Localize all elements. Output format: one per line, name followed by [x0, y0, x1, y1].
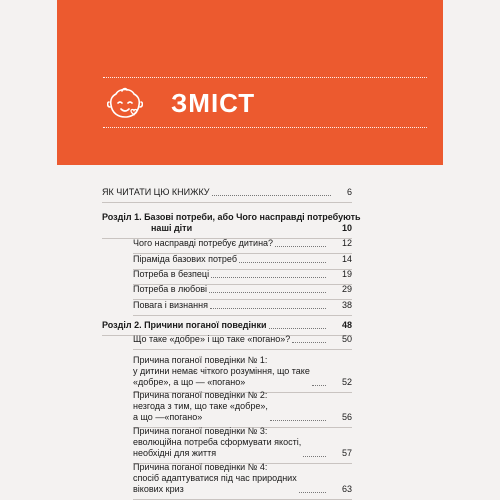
toc-entry[interactable] [133, 300, 352, 311]
toc-entry-title: наші діти [151, 223, 193, 233]
toc-entry-title: Що таке «добре» і що таке «погано»? [133, 334, 291, 344]
toc-entry[interactable] [102, 320, 352, 331]
toc-entry[interactable] [133, 426, 352, 459]
toc-entry-title: у дитини немає чіткого розуміння, що таке [133, 366, 310, 376]
toc-page-number: 6 [346, 187, 352, 197]
toc-leader-dots [269, 328, 326, 329]
toc-entry[interactable] [102, 187, 352, 198]
toc-page-number: 50 [341, 334, 352, 344]
toc-entry[interactable] [133, 462, 352, 495]
toc-entry-title: незгода з тим, що таке «добре», [133, 401, 268, 411]
toc-entry[interactable] [133, 390, 352, 423]
toc-leader-dots [312, 385, 326, 386]
toc-entry[interactable] [133, 269, 352, 280]
toc-leader-dots [303, 456, 326, 457]
toc-entry[interactable] [133, 254, 352, 265]
toc-entry-title: Потреба в безпеці [133, 269, 210, 279]
toc-separator [133, 349, 352, 350]
toc-page-number: 19 [341, 269, 352, 279]
toc-leader-dots [299, 492, 326, 493]
toc-entry[interactable] [133, 284, 352, 295]
toc-entry-title: Піраміда базових потреб [133, 254, 237, 264]
toc-entry[interactable] [102, 212, 361, 234]
toc-leader-dots [270, 420, 326, 421]
toc-page-number: 63 [341, 484, 352, 494]
toc-entry-title: Розділ 2. Причини поганої поведінки [102, 320, 267, 330]
toc-page-number: 52 [341, 377, 352, 387]
toc-page-number: 56 [341, 412, 352, 422]
toc-leader-dots [212, 195, 331, 196]
toc-entry-title: Чого насправді потребує дитина? [133, 238, 274, 248]
toc-page-number: 29 [341, 284, 352, 294]
toc-leader-dots [209, 292, 326, 293]
toc-leader-dots [211, 277, 326, 278]
toc-entry-title: «добре», а що — «погано» [133, 377, 246, 387]
toc-entry-title: а що —«погано» [133, 412, 203, 422]
toc-entry-title: Причина поганої поведінки № 2: [133, 390, 268, 400]
toc-entry-title: Причина поганої поведінки № 1: [133, 355, 268, 365]
toc-entry-title: Причина поганої поведінки № 4: [133, 462, 268, 472]
toc-entry[interactable] [133, 334, 352, 345]
toc-page-number: 57 [341, 448, 352, 458]
toc-leader-dots [239, 262, 326, 263]
toc-entry-title: необхідні для життя [133, 448, 217, 458]
toc-leader-dots [275, 246, 326, 247]
toc-entry[interactable] [133, 355, 352, 388]
toc-page-number: 10 [341, 223, 352, 233]
toc-entry[interactable] [133, 238, 352, 249]
toc-entry-title: Потреба в любові [133, 284, 207, 294]
toc-page-number: 14 [341, 254, 352, 264]
toc-entry-title: еволюційна потреба сформувати якості, [133, 437, 302, 447]
toc-separator [102, 202, 352, 203]
toc-entry-title: Повага і визнання [133, 300, 208, 310]
page-title: ЗМІСТ [171, 88, 256, 118]
toc-leader-dots [210, 308, 326, 309]
toc-separator [133, 315, 352, 316]
toc-page-number: 48 [341, 320, 352, 330]
toc-entry-title: ЯК ЧИТАТИ ЦЮ КНИЖКУ [102, 187, 210, 197]
toc-page-number: 12 [341, 238, 352, 248]
toc-entry-title: вікових криз [133, 484, 184, 494]
toc-entry-title: Причина поганої поведінки № 3: [133, 426, 268, 436]
toc-entry-title: спосіб адаптуватися під час природних [133, 473, 297, 483]
toc-entry-title: Розділ 1. Базові потреби, або Чого насправді потребують [102, 212, 361, 222]
toc-leader-dots [292, 342, 326, 343]
toc-page-number: 38 [341, 300, 352, 310]
